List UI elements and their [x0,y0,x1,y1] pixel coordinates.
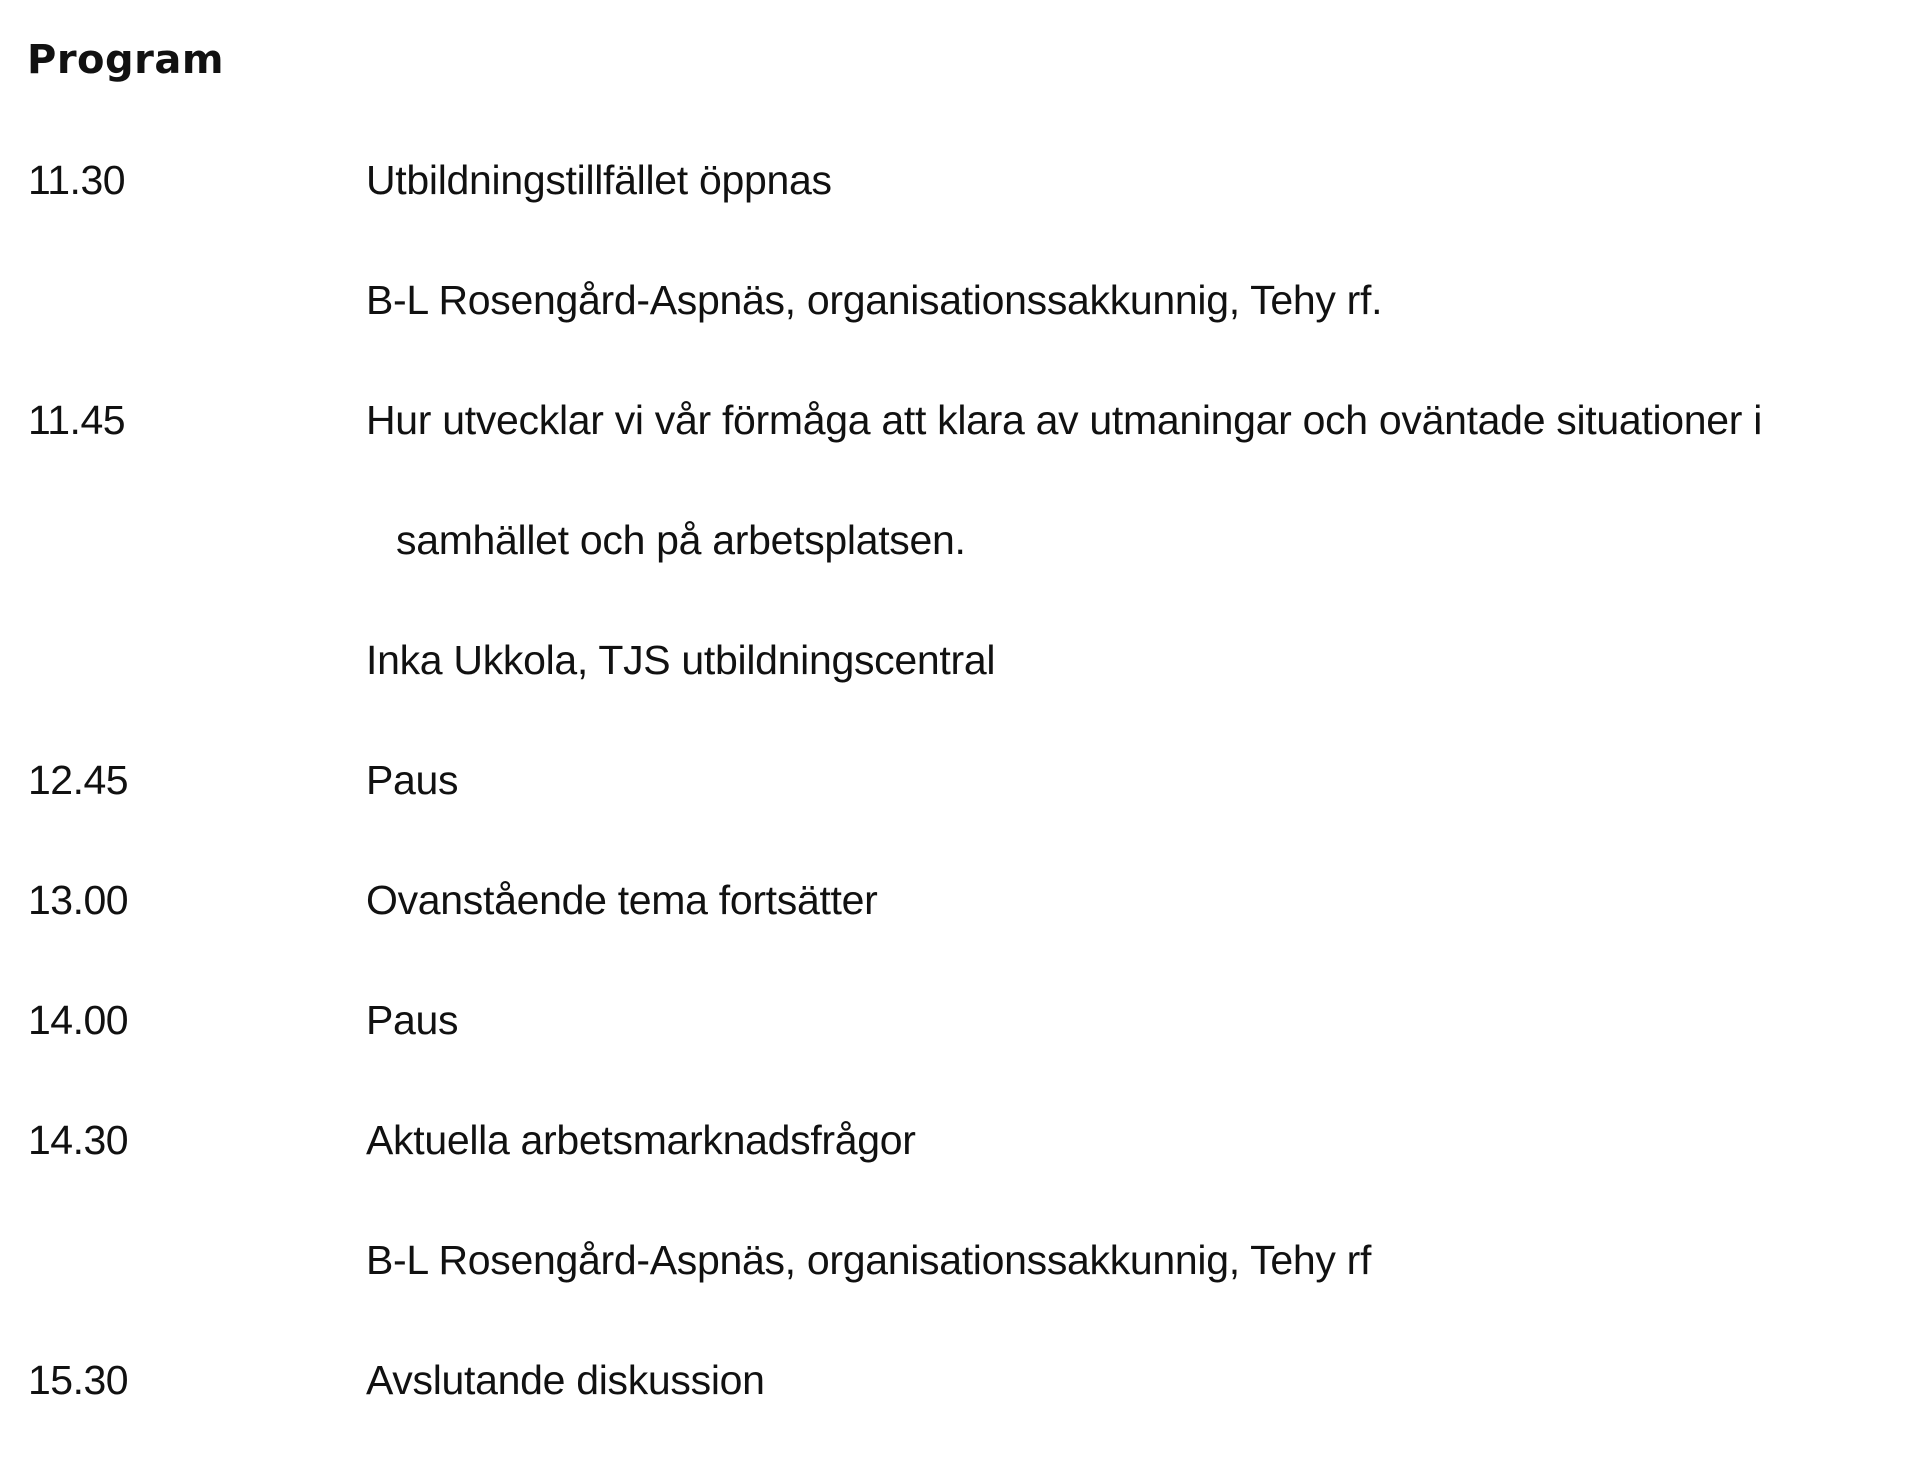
schedule-text: Hur utvecklar vi vår förmåga att klara av utmaningar och oväntade situationer i [366,397,1763,443]
schedule-row [0,870,1900,930]
schedule-text: B-L Rosengård-Aspnäs, organisationssakkunnig, Tehy rf. [366,277,1383,323]
schedule-row [0,630,1900,690]
schedule-row [0,1110,1900,1170]
schedule-text: B-L Rosengård-Aspnäs, organisationssakkunnig, Tehy rf [366,1237,1372,1283]
schedule-row [0,150,1900,210]
schedule-text: Paus [366,757,459,803]
schedule-time: 15.30 [28,1357,129,1403]
schedule-text: Paus [366,997,459,1043]
schedule-row [0,270,1900,330]
schedule-row [0,510,1900,570]
schedule-row [0,390,1900,450]
schedule-row [0,750,1900,810]
schedule-text: Utbildningstillfället öppnas [366,157,832,203]
schedule-text: Inka Ukkola, TJS utbildningscentral [366,637,996,683]
schedule-text: Aktuella arbetsmarknadsfrågor [366,1117,916,1163]
schedule-text: Ovanstående tema fortsätter [366,877,878,923]
schedule-row [0,1350,1900,1410]
schedule-text: samhället och på arbetsplatsen. [396,517,966,563]
schedule-row [0,990,1900,1050]
schedule-time: 13.00 [28,877,129,923]
schedule-text: Avslutande diskussion [366,1357,765,1403]
schedule-time: 14.30 [28,1117,129,1163]
schedule-time: 12.45 [28,757,129,803]
schedule-time: 11.45 [28,397,126,443]
schedule-time: 14.00 [28,997,129,1043]
page-title: Program [27,37,225,83]
schedule-time: 11.30 [28,157,126,203]
schedule-row [0,1230,1900,1290]
